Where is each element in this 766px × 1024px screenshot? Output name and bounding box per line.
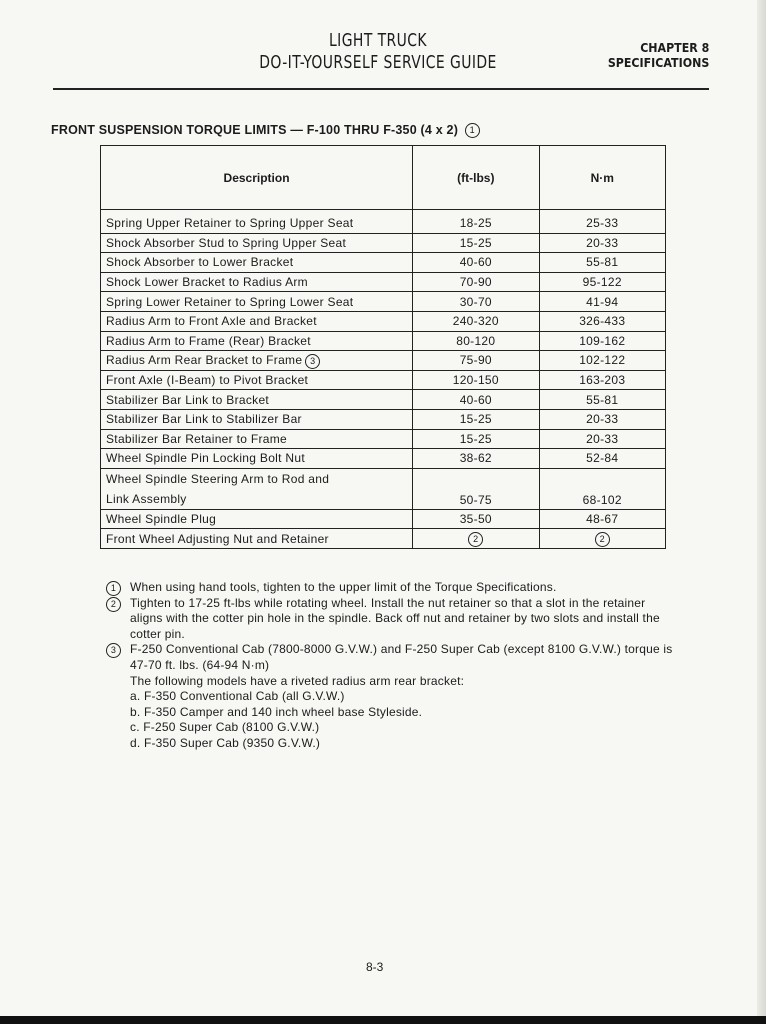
model-item: b. F-350 Camper and 140 inch wheel base Styleside. xyxy=(130,704,423,719)
footnote-marker: 1 xyxy=(465,123,480,138)
description-text: Spring Upper Retainer to Spring Upper Seat xyxy=(106,216,354,231)
cell-nm: 95-122 xyxy=(539,272,665,292)
column-header-ftlbs: (ft-lbs) xyxy=(413,146,539,210)
cell-description xyxy=(101,449,413,469)
torque-table xyxy=(100,145,666,549)
guide-title-line1: LIGHT TRUCK xyxy=(328,30,428,51)
footnote-marker: 2 xyxy=(468,532,483,547)
cell-description xyxy=(101,468,413,509)
table-row xyxy=(101,292,666,312)
cell-description xyxy=(101,409,413,429)
description-text: Radius Arm to Frame (Rear) Bracket xyxy=(106,333,311,348)
description-text: Shock Absorber to Lower Bracket xyxy=(106,255,294,270)
description-text: Shock Absorber Stud to Spring Upper Seat xyxy=(106,235,347,250)
cell-nm: 68-102 xyxy=(539,468,665,509)
column-header-description: Description xyxy=(101,146,413,210)
cell-ftlbs: 15-25 xyxy=(413,233,539,253)
description-text: Wheel Spindle Plug xyxy=(106,512,217,527)
footnote-text: F-250 Conventional Cab (7800-8000 G.V.W.) and F-250 Super Cab (except 8100 G.V.W.) torque is 47-70 ft. lbs. (64-94 N·m) xyxy=(130,642,673,672)
guide-title-line2: DO-IT-YOURSELF SERVICE GUIDE xyxy=(259,52,497,73)
chapter-number: CHAPTER 8 xyxy=(639,41,709,55)
model-item: a. F-350 Conventional Cab (all G.V.W.) xyxy=(130,689,345,704)
footnote-3-intro: The following models have a riveted radius arm rear bracket: xyxy=(130,673,465,688)
description-text: Front Wheel Adjusting Nut and Retainer xyxy=(106,531,329,546)
model-item: d. F-350 Super Cab (9350 G.V.W.) xyxy=(130,735,321,750)
footnote-3 xyxy=(106,642,676,673)
table-body xyxy=(101,210,666,549)
cell-description xyxy=(101,529,413,549)
table-row xyxy=(101,233,666,253)
cell-nm: 326-433 xyxy=(539,311,665,331)
footnote-marker: 1 xyxy=(106,581,121,596)
cell-nm: 55-81 xyxy=(539,390,665,410)
table-row xyxy=(101,529,666,549)
description-text: Wheel Spindle Pin Locking Bolt Nut xyxy=(106,451,305,466)
cell-ftlbs: 18-25 xyxy=(413,210,539,234)
description-text: Stabilizer Bar Retainer to Frame xyxy=(106,431,287,446)
model-item: c. F-250 Super Cab (8100 G.V.W.) xyxy=(130,720,320,735)
cell-nm xyxy=(539,529,665,549)
footnote-text: When using hand tools, tighten to the upper limit of the Torque Specifications. xyxy=(130,580,557,594)
cell-ftlbs: 80-120 xyxy=(413,331,539,351)
cell-nm: 163-203 xyxy=(539,370,665,390)
table-row xyxy=(101,429,666,449)
footnote-1 xyxy=(106,580,676,596)
cell-description xyxy=(101,253,413,273)
cell-description xyxy=(101,429,413,449)
footnote-marker: 2 xyxy=(106,597,121,612)
cell-description xyxy=(101,311,413,331)
cell-ftlbs: 70-90 xyxy=(413,272,539,292)
column-header-nm: N·m xyxy=(539,146,665,210)
cell-nm: 109-162 xyxy=(539,331,665,351)
page-number: 8-3 xyxy=(366,960,384,974)
cell-ftlbs: 38-62 xyxy=(413,449,539,469)
table-row xyxy=(101,509,666,529)
cell-description xyxy=(101,331,413,351)
cell-ftlbs: 30-70 xyxy=(413,292,539,312)
description-text: Stabilizer Bar Link to Bracket xyxy=(106,392,270,407)
table-row xyxy=(101,351,666,371)
footnotes xyxy=(106,580,676,752)
footnote-2 xyxy=(106,596,676,643)
chapter-label xyxy=(599,41,709,71)
cell-nm: 41-94 xyxy=(539,292,665,312)
section-title-text: FRONT SUSPENSION TORQUE LIMITS — F-100 THRU F-350 (4 x 2) xyxy=(51,123,459,137)
header-divider xyxy=(53,88,709,90)
table-header-row xyxy=(101,146,666,210)
cell-nm: 55-81 xyxy=(539,253,665,273)
cell-description xyxy=(101,292,413,312)
description-text: Front Axle (I-Beam) to Pivot Bracket xyxy=(106,373,309,388)
table-row xyxy=(101,409,666,429)
table-row xyxy=(101,331,666,351)
cell-nm: 48-67 xyxy=(539,509,665,529)
cell-nm: 52-84 xyxy=(539,449,665,469)
cell-nm: 20-33 xyxy=(539,233,665,253)
table-row xyxy=(101,468,666,509)
cell-ftlbs: 15-25 xyxy=(413,409,539,429)
cell-nm: 25-33 xyxy=(539,210,665,234)
cell-nm: 102-122 xyxy=(539,351,665,371)
chapter-name: SPECIFICATIONS xyxy=(607,56,709,70)
cell-ftlbs: 40-60 xyxy=(413,390,539,410)
description-text-continued: Link Assembly xyxy=(106,491,187,506)
page-edge xyxy=(757,0,766,1024)
table-row xyxy=(101,210,666,234)
cell-nm: 20-33 xyxy=(539,429,665,449)
table-row xyxy=(101,449,666,469)
footnote-text: Tighten to 17-25 ft-lbs while rotating wheel. Install the nut retainer so that a slot in the retainer aligns with the cotter pin hole in the spindle. Back off nut and retainer by two slots and install the cotter pin. xyxy=(130,595,660,641)
cell-ftlbs: 75-90 xyxy=(413,351,539,371)
footnote-marker: 3 xyxy=(106,643,121,658)
description-text: Wheel Spindle Steering Arm to Rod and xyxy=(106,471,330,486)
cell-description xyxy=(101,233,413,253)
table-row xyxy=(101,370,666,390)
table-row xyxy=(101,272,666,292)
cell-description xyxy=(101,509,413,529)
description-text: Radius Arm to Front Axle and Bracket xyxy=(106,314,317,329)
cell-ftlbs xyxy=(413,529,539,549)
cell-description xyxy=(101,210,413,234)
description-text: Shock Lower Bracket to Radius Arm xyxy=(106,275,308,290)
cell-description xyxy=(101,370,413,390)
guide-title xyxy=(230,30,526,74)
footnote-marker: 2 xyxy=(595,532,610,547)
scan-border xyxy=(0,1016,766,1024)
description-text: Spring Lower Retainer to Spring Lower Seat xyxy=(106,294,354,309)
section-title xyxy=(51,123,480,138)
cell-ftlbs: 40-60 xyxy=(413,253,539,273)
description-text: Radius Arm Rear Bracket to Frame xyxy=(106,353,303,368)
table-row xyxy=(101,390,666,410)
cell-ftlbs: 15-25 xyxy=(413,429,539,449)
table-row xyxy=(101,311,666,331)
cell-ftlbs: 120-150 xyxy=(413,370,539,390)
cell-description xyxy=(101,272,413,292)
cell-ftlbs: 50-75 xyxy=(413,468,539,509)
description-text: Stabilizer Bar Link to Stabilizer Bar xyxy=(106,412,302,427)
cell-ftlbs: 35-50 xyxy=(413,509,539,529)
cell-description xyxy=(101,351,413,371)
cell-nm: 20-33 xyxy=(539,409,665,429)
cell-description xyxy=(101,390,413,410)
footnote-marker: 3 xyxy=(305,354,320,369)
table-row xyxy=(101,253,666,273)
cell-ftlbs: 240-320 xyxy=(413,311,539,331)
